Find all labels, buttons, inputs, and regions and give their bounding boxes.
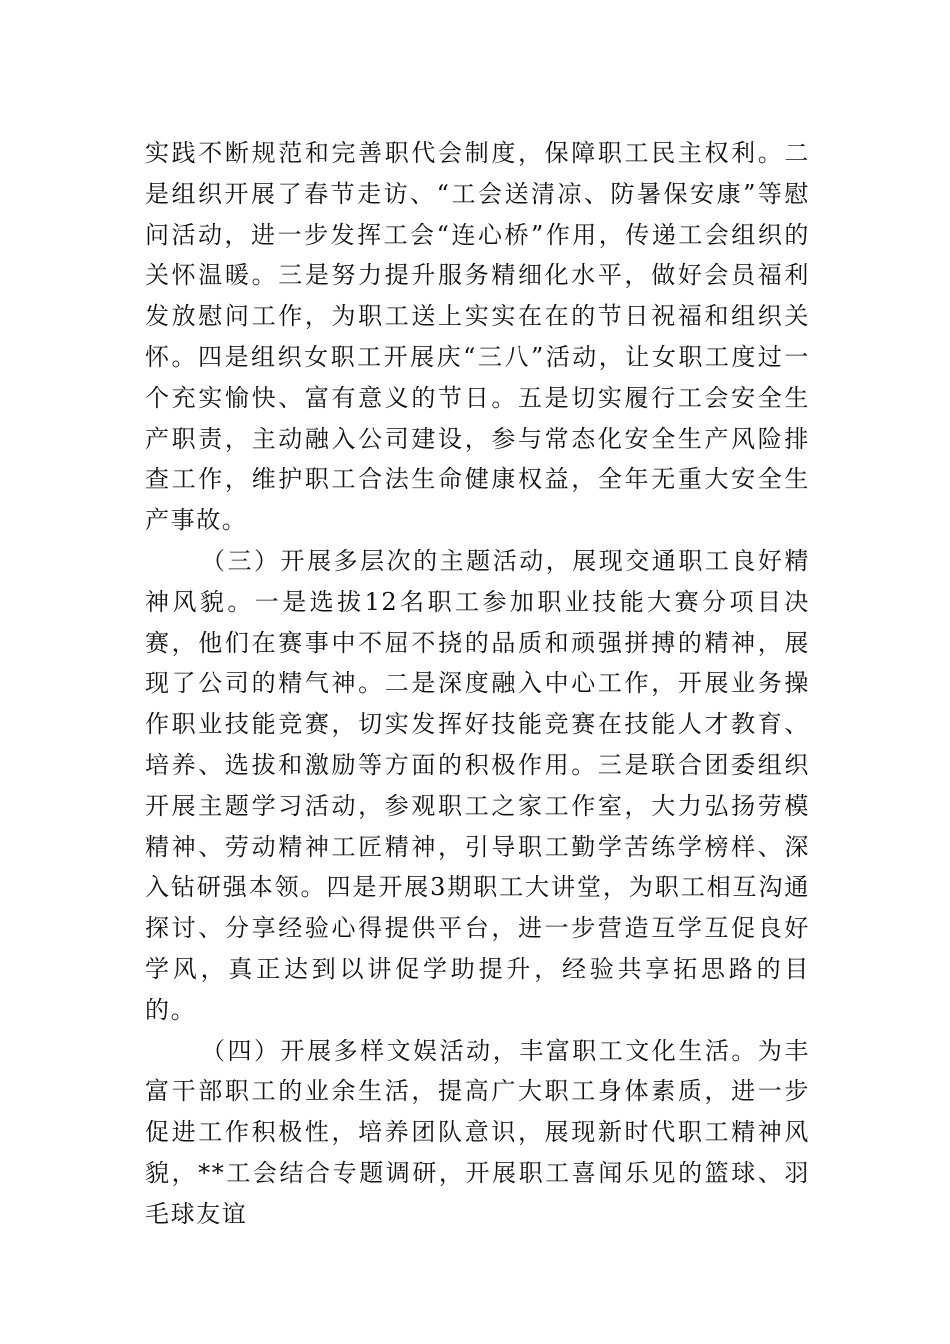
paragraph-section-3: （三）开展多层次的主题活动，展现交通职工良好精神风貌。一是选拔12名职工参加职业技能大赛分项目决赛，他们在赛事中不屈不挠的品质和顽强拼搏的精神，展现了公司的精气神。二是深度融入中心工作，开展业务操作职业技能竞赛，切实发挥好技能竞赛在技能人才教育、培养、选拔和激励等方面的积极作用。三是联合团委组织开展主题学习活动，参观职工之家工作室，大力弘扬劳模精神、劳动精神工匠精神，引导职工勤学苦练学榜样、深入钻研强本领。四是开展3期职工大讲堂，为职工相互沟通探讨、分享经验心得提供平台，进一步营造互学互促良好学风，真正达到以讲促学助提升，经验共享拓思路的目的。 [145, 546, 810, 1024]
paragraph-section-4: （四）开展多样文娱活动，丰富职工文化生活。为丰富干部职工的业余生活，提高广大职工身体素质，进一步促进工作积极性，培养团队意识，展现新时代职工精神风貌，**工会结合专题调研，开展职工喜闻乐见的篮球、羽毛球友谊 [145, 1036, 810, 1228]
paragraph-continuation: 实践不断规范和完善职代会制度，保障职工民主权利。二是组织开展了春节走访、“工会送清凉、防暑保安康”等慰问活动，进一步发挥工会“连心桥”作用，传递工会组织的关怀温暖。三是努力提升服务精细化水平，做好会员福利发放慰问工作，为职工送上实实在在的节日祝福和组织关怀。四是组织女职工开展庆“三八”活动，让女职工度过一个充实愉快、富有意义的节日。五是切实履行工会安全生产职责，主动融入公司建设，参与常态化安全生产风险排查工作，维护职工合法生命健康权益，全年无重大安全生产事故。 [145, 139, 810, 535]
document-body [145, 133, 810, 1235]
